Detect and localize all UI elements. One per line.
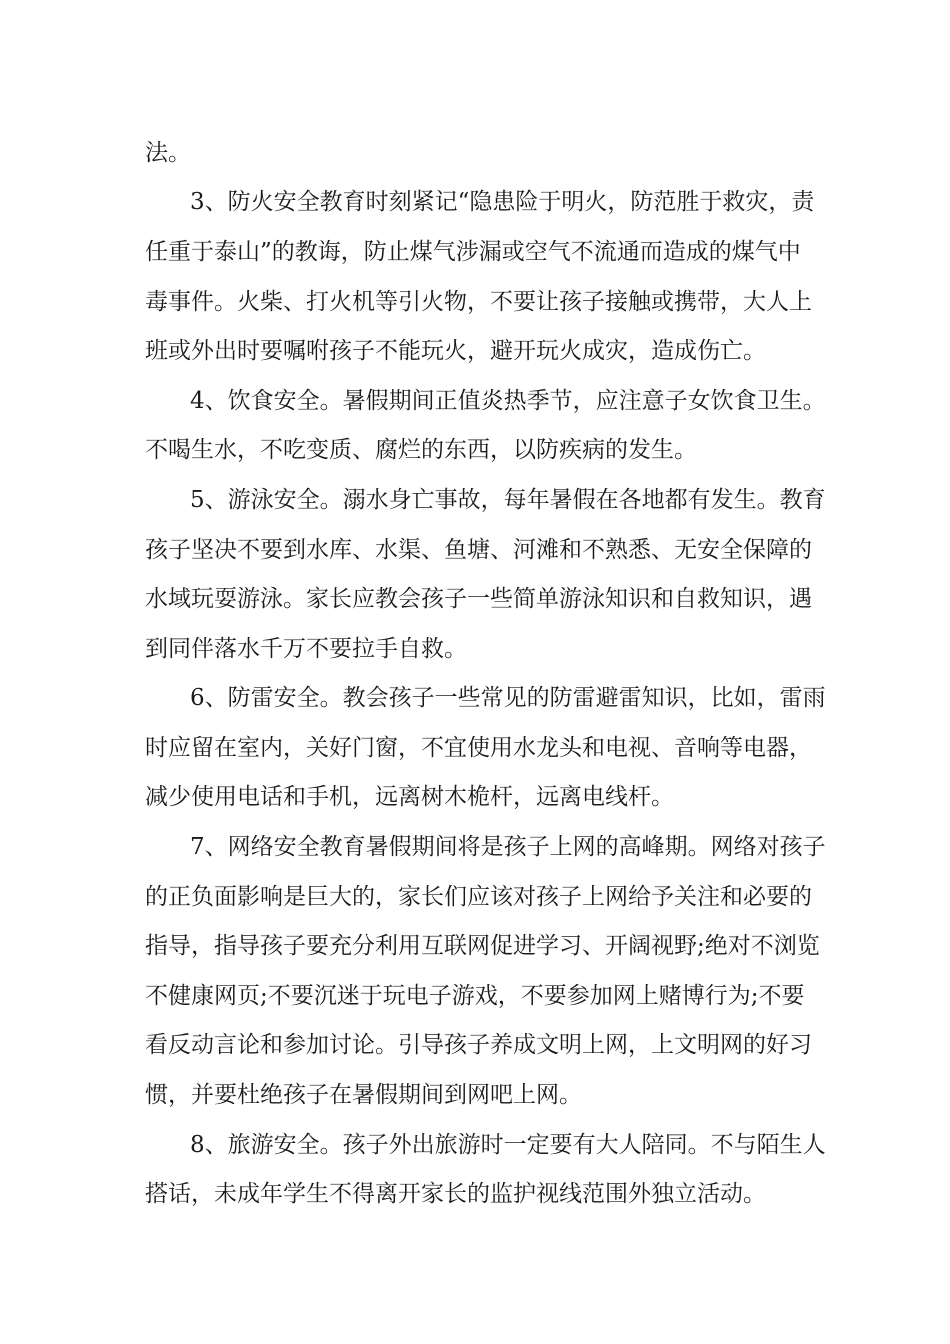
paragraph-7-line-6: 惯，并要杜绝孩子在暑假期间到网吧上网。 (145, 1082, 582, 1108)
paragraph-7-line-3: 指导，指导孩子要充分利用互联网促进学习、开阔视野;绝对不浏览 (145, 933, 820, 959)
paragraph-7-line-2: 的正负面影响是巨大的，家长们应该对孩子上网给予关注和必要的 (145, 884, 812, 910)
paragraph-7-line-4: 不健康网页;不要沉迷于玩电子游戏，不要参加网上赌博行为;不要 (145, 983, 805, 1009)
paragraph-4-line-2: 不喝生水，不吃变质、腐烂的东西，以防疾病的发生。 (145, 437, 697, 463)
paragraph-5-line-3: 水域玩耍游泳。家长应教会孩子一些简单游泳知识和自救知识，遇 (145, 586, 812, 612)
paragraph-3-line-2: 任重于泰山”的教诲，防止煤气涉漏或空气不流通而造成的煤气中 (145, 239, 801, 265)
paragraph-8-line-1: 8、旅游安全。孩子外出旅游时一定要有大人陪同。不与陌生人 (190, 1132, 826, 1158)
text-line: 法。 (145, 140, 191, 166)
paragraph-3-line-3: 毒事件。火柴、打火机等引火物，不要让孩子接触或携带，大人上 (145, 289, 812, 315)
paragraph-7-line-5: 看反动言论和参加讨论。引导孩子养成文明上网，上文明网的好习 (145, 1032, 812, 1058)
paragraph-5-line-4: 到同伴落水千万不要拉手自救。 (145, 636, 467, 662)
paragraph-6-line-2: 时应留在室内，关好门窗，不宜使用水龙头和电视、音响等电器， (145, 735, 812, 761)
paragraph-6-line-1: 6、防雷安全。教会孩子一些常见的防雷避雷知识，比如，雷雨 (190, 685, 826, 711)
paragraph-8-line-2: 搭话，未成年学生不得离开家长的监护视线范围外独立活动。 (145, 1181, 766, 1207)
paragraph-5-line-2: 孩子坚决不要到水库、水渠、鱼塘、河滩和不熟悉、无安全保障的 (145, 537, 812, 563)
paragraph-3-line-1: 3、防火安全教育时刻紧记“隐患险于明火，防范胜于救灾，责 (190, 189, 815, 215)
paragraph-7-line-1: 7、网络安全教育暑假期间将是孩子上网的高峰期。网络对孩子 (190, 834, 826, 860)
paragraph-6-line-3: 减少使用电话和手机，远离树木桅杆，远离电线杆。 (145, 784, 674, 810)
paragraph-5-line-1: 5、游泳安全。溺水身亡事故，每年暑假在各地都有发生。教育 (190, 487, 826, 513)
paragraph-3-line-4: 班或外出时要嘱咐孩子不能玩火，避开玩火成灾，造成伤亡。 (145, 338, 766, 364)
paragraph-4-line-1: 4、饮食安全。暑假期间正值炎热季节，应注意子女饮食卫生。 (190, 388, 826, 414)
